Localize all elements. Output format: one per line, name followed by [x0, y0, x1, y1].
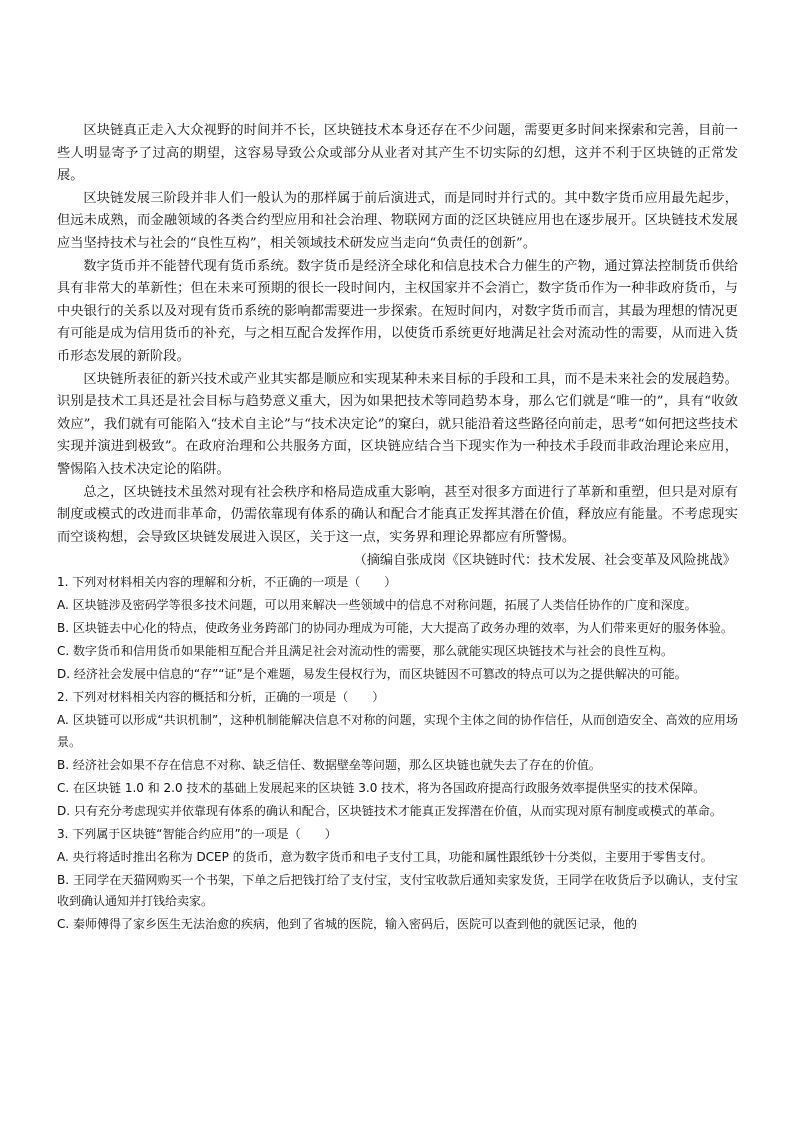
passage-paragraph-2: 区块链发展三阶段并非人们一般认为的那样属于前后演进式，而是同时并行式的。其中数字货币应用最先起步，但远未成熟，而金融领域的各类合约型应用和社会治理、物联网方面的泛区块链应用也在逐步展开。区块链技术发展应当坚持技术与社会的“良性互构”，相关领域技术研发应当走向“负责任的创新”。	[57, 190, 738, 251]
question-stem: 1. 下列对材料相关内容的理解和分析，不正确的一项是（ ）	[57, 575, 397, 590]
question-option: C. 在区块链 1.0 和 2.0 技术的基础上发展起来的区块链 3.0 技术，将为各国政府提高行政服务效率提供坚实的技术保障。	[57, 780, 706, 795]
question-stem: 3. 下列属于区块链“智能合约应用”的一项是（ ）	[57, 826, 337, 841]
question-option: C. 秦师傅得了家乡医生无法治愈的疾病，他到了省城的医院，输入密码后，医院可以查到他的就医记录，他的	[57, 917, 638, 932]
passage-source-citation: （摘编自张成岗《区块链时代：技术发展、社会变革及风险挑战》	[353, 553, 736, 569]
question-1	[57, 572, 738, 685]
passage-paragraph-5: 总之，区块链技术虽然对现有社会秩序和格局造成重大影响，甚至对很多方面进行了革新和重塑，但只是对原有制度或模式的改进而非革命，仍需依靠现有体系的确认和配合才能真正发挥其潜在价值，释放应有能量。不考虑现实而空谈构想，会导致区块链发展进入误区，关于这一点，实务界和理论界都应有所警惕。	[57, 484, 738, 545]
question-option: C. 数字货币和信用货币如果能相互配合并且满足社会对流动性的需要，那么就能实现区块链技术与社会的良性互构。	[57, 644, 674, 659]
question-option: B. 区块链去中心化的特点，使政务业务跨部门的协同办理成为可能，大大提高了政务办理的效率，为人们带来更好的服务体验。	[57, 621, 733, 636]
question-option: B. 王同学在天猫网购买一个书架，下单之后把钱打给了支付宝，支付宝收款后通知卖家发货，王同学在收货后予以确认，支付宝收到确认通知并打钱给卖家。	[57, 872, 738, 909]
question-option: A. 区块链可以形成“共识机制”，这种机制能解决信息不对称的问题，实现个主体之间的协作信任，从而创造安全、高效的应用场景。	[57, 713, 738, 749]
question-option: D. 经济社会发展中信息的“存”“证”是个难题，易发生侵权行为，而区块链因不可篡改的特点可以为之提供解决的可能。	[57, 667, 687, 682]
passage-paragraph-3: 数字货币并不能替代现有货币系统。数字货币是经济全球化和信息技术合力催生的产物，通过算法控制货币供给具有非常大的革新性；但在未来可预期的很长一段时间内，主权国家并不会消亡，数字货币作为一种非政府货币，与中央银行的关系以及对现有货币系统的影响都需要进一步探索。在短时间内，对数字货币而言，其最为理想的情况更有可能是成为信用货币的补充，与之相互配合发挥作用，以使货币系统更好地满足社会对流动性的需要，从而进入货币形态发展的新阶段。	[57, 258, 738, 364]
passage-paragraph-4: 区块链所表征的新兴技术或产业其实都是顺应和实现某种未来目标的手段和工具，而不是未来社会的发展趋势。识别是技术工具还是社会目标与趋势意义重大，因为如果把技术等同趋势本身，那么它们就是“唯一的”，具有“收敛效应”，我们就有可能陷入“技术自主论”与“技术决定论”的窠臼，就只能沿着这些路径向前走，思考“如何把这些技术实现并演进到极致”。在政府治理和公共服务方面，区块链应结合当下现实作为一种技术手段而非政治理论来应用，警惕陷入技术决定论的陷阱。	[57, 371, 738, 477]
question-stem: 2. 下列对材料相关内容的概括和分析，正确的一项是（ ）	[57, 690, 385, 705]
question-3	[57, 824, 738, 936]
passage-paragraph-1: 区块链真正走入大众视野的时间并不长，区块链技术本身还存在不少问题，需要更多时间来探索和完善，目前一些人明显寄予了过高的期望，这容易导致公众或部分从业者对其产生不切实际的幻想，这并不利于区块链的正常发展。	[57, 123, 738, 184]
question-option: A. 央行将适时推出名称为 DCEP 的货币，意为数字货币和电子支付工具，功能和属性跟纸钞十分类似，主要用于零售支付。	[57, 849, 713, 864]
question-option: A. 区块链涉及密码学等很多技术问题，可以用来解决一些领域中的信息不对称问题，拓展了人类信任协作的广度和深度。	[57, 598, 697, 613]
question-option: D. 只有充分考虑现实并依靠现有体系的确认和配合，区块链技术才能真正发挥潜在价值，从而实现对原有制度或模式的革命。	[57, 803, 722, 818]
document-page	[57, 120, 738, 937]
question-2	[57, 687, 738, 822]
question-list	[57, 572, 738, 935]
reading-passage	[57, 120, 738, 572]
question-option: B. 经济社会如果不存在信息不对称、缺乏信任、数据壁垒等问题，那么区块链也就失去了存在的价值。	[57, 757, 601, 772]
